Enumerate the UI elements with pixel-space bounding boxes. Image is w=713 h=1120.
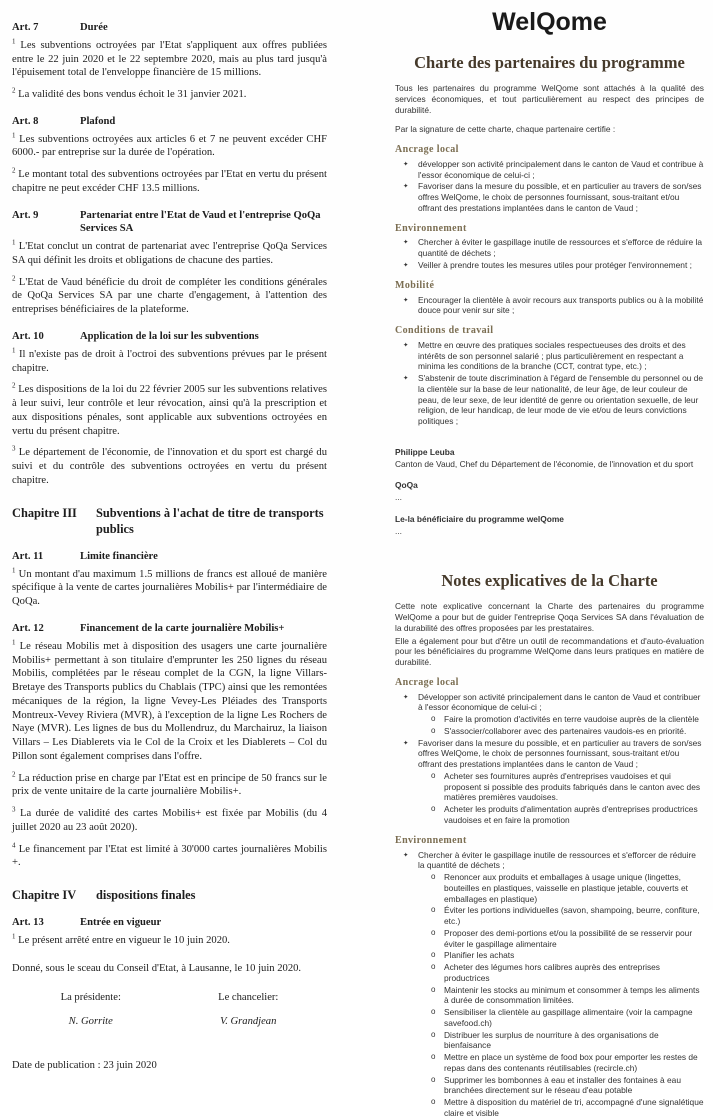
- footnote-number: 2: [12, 770, 16, 779]
- sub-bullet-icon: o: [431, 1052, 436, 1061]
- article-heading-art13: [12, 916, 327, 930]
- article-label: Art. 7: [12, 22, 39, 33]
- bullet-icon: ✦: [403, 239, 409, 247]
- sub-bullet-icon: o: [431, 984, 436, 994]
- paragraph-text: Il n'existe pas de droit à l'octroi des subventions prévues par le présent chapitre.: [12, 348, 327, 374]
- paragraph: [12, 640, 327, 764]
- section-heading-conditions-travail: Conditions de travail: [395, 325, 494, 336]
- paragraph: [12, 240, 327, 268]
- list-item: [395, 692, 704, 714]
- article-label: Art. 9: [12, 209, 39, 221]
- sub-bullet-text: Renoncer aux produits et emballages à usage unique (lingettes, bouteilles en plastiques, vaisselle en plastique jetable, couverts et emballages en plastique): [444, 872, 688, 904]
- article-title: Application de la loi sur les subventions: [80, 331, 259, 343]
- article-label: Art. 13: [12, 917, 44, 929]
- bullet-text: Chercher à éviter le gaspillage inutile de ressources et s'efforcer de réduire la quantité de déchets ;: [418, 849, 696, 871]
- sub-bullet-text: Acheter ses fournitures auprès d'entreprises vaudoises et qui proposent si possible des produits fabriqués dans le canton avec des matières premières vaudoises.: [444, 770, 701, 803]
- sub-list-item: [395, 1052, 704, 1074]
- chapter-title: dispositions finales: [96, 888, 196, 903]
- paragraph-text: Le département de l'économie, de l'innovation et du sport est chargé du suivi et du contrôle des subventions octroyées en vertu du présent chapitre.: [12, 447, 327, 486]
- sub-bullet-text: Sensibiliser la clientèle au gaspillage alimentaire (voir la campagne savefood.ch): [444, 1007, 693, 1028]
- sub-list-item: [395, 985, 704, 1007]
- article-heading-art7: [12, 21, 327, 35]
- footnote-number: 4: [12, 841, 16, 850]
- paragraph-text: L'Etat de Vaud bénéficie du droit de compléter les conditions générales de QoQa Services SA par une charte d'engagement, à l'attention des entreprises bénéficiaires de la plateforme.: [12, 276, 327, 316]
- bullet-text: Encourager la clientèle à avoir recours aux transports publics ou à la mobilité douce pour venir sur site ;: [418, 294, 704, 316]
- chapter-label: Chapitre IV: [12, 888, 77, 903]
- list-item: [395, 738, 704, 770]
- paragraph: [12, 934, 327, 948]
- charter-heading: Charte des partenaires du programme: [414, 53, 685, 72]
- sub-bullet-text: Acheter les produits d'alimentation auprès d'entreprises productrices vaudoises et en faire la promotion: [444, 804, 698, 825]
- sub-list-item: [395, 804, 704, 826]
- article-label: Art. 8: [12, 115, 39, 127]
- sub-list-item: [395, 1030, 704, 1052]
- bullet-icon: ✦: [403, 739, 409, 747]
- footnote-number: 2: [12, 86, 16, 95]
- sub-bullet-text: Faire la promotion d'activités en terre vaudoise auprès de la clientèle: [444, 714, 699, 725]
- article-title: Durée: [80, 22, 108, 33]
- article-title: Entrée en vigueur: [80, 917, 162, 929]
- article-title: Plafond: [80, 115, 116, 127]
- decree-column: [12, 8, 327, 1084]
- bullet-icon: ✦: [403, 375, 409, 383]
- bullet-text: Favoriser dans la mesure du possible, et en particulier au travers de son/ses offres WelQome, le choix de personnes fournissant, sous-traitant et/ou offrant des prestations implantées dans le canton de Vaud ;: [418, 737, 702, 770]
- sub-bullet-icon: o: [431, 770, 436, 780]
- bullet-icon: ✦: [403, 183, 409, 191]
- sub-bullet-icon: o: [431, 1074, 436, 1084]
- chancellor-signature: V. Grandjean: [220, 1016, 277, 1028]
- sub-bullet-text: Planifier les achats: [444, 950, 515, 961]
- bullet-text: Mettre en œuvre des pratiques sociales respectueuses des droits et des intérêts de son personnel salarié ; plus particulièrement en respectant a minima les conditions de la branche (CCT, contrat type, etc.) ;: [418, 339, 686, 372]
- paragraph-text: Un montant d'au maximum 1.5 millions de francs est alloué de manière spécifique à la vente de cartes journalières Mobilis+ par l'intermédiaire de QoQa.: [12, 568, 327, 608]
- sub-list-item: [395, 962, 704, 984]
- paragraph-text: Le présent arrêté entre en vigueur le 10 juin 2020.: [18, 935, 230, 947]
- paragraph: [12, 88, 327, 102]
- footnote-number: 3: [12, 444, 16, 453]
- sub-list-item: [395, 872, 704, 904]
- paragraph: [12, 133, 327, 161]
- footnote-number: 2: [12, 166, 16, 175]
- footnote-number: 1: [12, 346, 16, 355]
- list-item: [395, 295, 704, 317]
- signatory-role: ...: [395, 492, 402, 503]
- paragraph-text: La validité des bons vendus échoit le 31 janvier 2021.: [18, 89, 247, 101]
- signatory-name: Philippe Leuba: [395, 446, 455, 457]
- sub-list-item: [395, 1097, 704, 1119]
- list-item: [395, 260, 704, 271]
- article-title: Financement de la carte journalière Mobilis+: [80, 622, 285, 634]
- charter-intro: Tous les partenaires du programme WelQome sont attachés à la qualité des services économiques, et tout particulièrement au respect des principes de durabilité.: [395, 83, 704, 115]
- paragraph-text: L'Etat conclut un contrat de partenariat avec l'entreprise QoQa Services SA qui définit les droits et obligations de chacune des parties.: [12, 241, 327, 266]
- paragraph-text: Les dispositions de la loi du 22 février 2005 sur les subventions relatives à leur suivi, leur contrôle et leur révocation, ainsi qu'à la prescription et aux dispositions pénales, sont applicable aux subventions octroyées en vertu du présent chapitre.: [12, 384, 327, 437]
- article-title: Partenariat entre l'Etat de Vaud et l'entreprise QoQa Services SA: [80, 209, 321, 235]
- sub-bullet-text: Proposer des demi-portions et/ou la possibilité de se resservir pour éviter le gaspillage alimentaire: [444, 927, 693, 949]
- charter-column: [395, 4, 704, 1120]
- sub-bullet-icon: o: [431, 905, 436, 915]
- program-title: WelQome: [492, 8, 607, 36]
- paragraph-text: Le financement par l'Etat est limité à 30'000 cartes journalières Mobilis +.: [12, 843, 327, 869]
- section-heading-ancrage-local: Ancrage local: [395, 144, 459, 156]
- chapter-heading-3: [12, 505, 327, 537]
- charter-certify-line: Par la signature de cette charte, chaque partenaire certifie :: [395, 124, 616, 135]
- footnote-number: 1: [12, 932, 16, 941]
- sub-bullet-text: Acheter des légumes hors calibres auprès des entreprises productrices: [444, 962, 660, 983]
- publication-date: Date de publication : 23 juin 2020: [12, 1060, 157, 1072]
- footnote-number: 1: [12, 37, 16, 46]
- sub-bullet-icon: o: [431, 872, 436, 881]
- paragraph: [12, 446, 327, 487]
- section-heading-environnement: Environnement: [395, 222, 467, 234]
- list-item: [395, 340, 704, 372]
- article-heading-art11: [12, 550, 327, 564]
- chapter-label: Chapitre III: [12, 505, 77, 520]
- paragraph-text: Le réseau Mobilis met à disposition des usagers une carte journalière Mobilis+ permettant à son titulaire d'emprunter les 250 lignes du réseau Mobilis, complétées par le réseau complet de la CGN, la ligne Villars-Bretaye des Transports publics du Chablais (TPC) ainsi que les remontées mécaniques de la région, la ligne Vevey-Les Pléiades des Transports Montreux-Vevey Riviera (MVR), à l'exception de la ligne Les Rochers de Naye (MVR). Les lignes de bus du Mollendruz, du Marchairuz, la liaison Villars – Les Diablerets via le Col de la Croix et les Diablerets – Col du Pillon sont également comprises dans l'offre.: [12, 640, 327, 762]
- list-item: [395, 159, 704, 181]
- article-heading-art12: [12, 622, 327, 636]
- bullet-icon: ✦: [403, 341, 409, 349]
- sub-list-item: [395, 950, 704, 961]
- bullet-text: Veiller à prendre toutes les mesures utiles pour protéger l'environnement ;: [418, 259, 692, 270]
- paragraph-text: Les subventions octroyées par l'Etat s'appliquent aux offres publiées entre le 22 juin 2020 et le 22 septembre 2020, mais au plus tard jusqu'à l'épuisement total de l'enveloppe financière de 15 millions.: [12, 39, 327, 79]
- paragraph-text: La réduction prise en charge par l'Etat est en principe de 50 francs sur le prix de vente unitaire de la carte journalière Mobilis+.: [12, 772, 327, 798]
- paragraph: [12, 276, 327, 317]
- article-title: Limite financière: [80, 550, 158, 562]
- president-role: La présidente:: [60, 991, 121, 1003]
- sub-bullet-icon: o: [431, 725, 436, 735]
- sub-bullet-icon: o: [431, 804, 436, 814]
- paragraph: [12, 39, 327, 80]
- paragraph: [12, 772, 327, 800]
- signatories-block: [395, 447, 704, 537]
- section-heading-mobilite: Mobilité: [395, 279, 435, 291]
- signature-names-row: [12, 1015, 327, 1029]
- sub-bullet-icon: o: [431, 1007, 436, 1016]
- list-item: [395, 181, 704, 213]
- chapter-title: Subventions à l'achat de titre de transports publics: [96, 505, 324, 536]
- sub-bullet-icon: o: [431, 950, 436, 960]
- signatory-role: ...: [395, 525, 402, 536]
- sub-bullet-icon: o: [431, 962, 436, 971]
- paragraph: [12, 348, 327, 376]
- sub-bullet-text: Distribuer les surplus de nourriture à des organisations de bienfaisance: [444, 1029, 659, 1051]
- paragraph-text: La durée de validité des cartes Mobilis+ est fixée par Mobilis (du 4 juillet 2020 au 23 août 2020).: [12, 808, 327, 833]
- sub-bullet-text: Éviter les portions individuelles (savon, shampoing, beurre, confiture, etc.): [444, 905, 700, 926]
- article-heading-art10: [12, 330, 327, 344]
- notes-intro: Elle a également pour but d'être un outil de recommandations et d'auto-évaluation pour les bénéficiaires du programme WelQome dans leurs pratiques en matière de durabilité.: [395, 635, 704, 668]
- article-heading-art8: [12, 115, 327, 129]
- sub-bullet-text: Maintenir les stocks au minimum et consommer à temps les aliments à durée de consommation limitées.: [444, 984, 700, 1006]
- notes-section-heading-environnement: Environnement: [395, 834, 467, 846]
- sub-list-item: [395, 1075, 704, 1097]
- article-label: Art. 10: [12, 331, 44, 343]
- bullet-text: Développer son activité principalement dans le canton de Vaud et contribuer à l'essor économique de celui-ci ;: [418, 691, 701, 713]
- sub-bullet-text: Mettre à disposition du matériel de tri, accompagné d'une signalétique claire et visible: [444, 1097, 704, 1118]
- footnote-number: 2: [12, 381, 16, 390]
- article-label: Art. 11: [12, 550, 44, 562]
- paragraph: [12, 843, 327, 871]
- footnote-number: 3: [12, 805, 16, 814]
- paragraph-text: Le montant total des subventions octroyées par l'Etat en vertu du présent chapitre ne peut excéder CHF 13.5 millions.: [12, 169, 327, 194]
- list-item: [395, 373, 704, 427]
- bullet-icon: ✦: [403, 851, 409, 859]
- notes-intro: Cette note explicative concernant la Charte des partenaires du programme WelQome a pour but de guider l'entreprise Qoqa Services SA dans l'évaluation de la durabilité des offres proposées par les prestataires.: [395, 601, 704, 633]
- sub-list-item: [395, 726, 704, 737]
- paragraph: [12, 168, 327, 196]
- sub-list-item: [395, 928, 704, 950]
- bullet-icon: ✦: [403, 160, 409, 168]
- signatory-name: QoQa: [395, 480, 418, 491]
- article-label: Art. 12: [12, 622, 44, 634]
- sub-bullet-text: Supprimer les bombonnes à eau et installer des fontaines à eau branchées directement sur le réseau d'eau potable: [444, 1074, 681, 1096]
- list-item: [395, 237, 704, 259]
- paragraph: [12, 383, 327, 438]
- sub-bullet-icon: o: [431, 1029, 436, 1039]
- bullet-text: Favoriser dans la mesure du possible, et en particulier au travers de son/ses offres WelQome, le choix de personnes fournissant, sous-traitant et/ou offrant des prestations implantées dans le canton de Vaud ;: [418, 181, 702, 213]
- bullet-text: S'abstenir de toute discrimination à l'égard de l'ensemble du personnel ou de la clientèle sur la base de leur nationalité, de leur âge, de leur couleur de peau, de leur sexe, de leur identité de genre ou orientation sexuelle, de leur religion, de leur handicap, de leur mode de vie et/ou de leurs convictions politiques ;: [418, 373, 704, 427]
- footnote-number: 1: [12, 131, 16, 140]
- signatory-role: Canton de Vaud, Chef du Département de l'économie, de l'innovation et du sport: [395, 458, 694, 469]
- president-signature: N. Gorrite: [68, 1016, 113, 1028]
- sub-bullet-text: S'associer/collaborer avec des partenaires vaudois-es en priorité.: [444, 725, 687, 736]
- signatory-name: Le-la bénéficiaire du programme welQome: [395, 513, 564, 524]
- chapter-heading-4: [12, 887, 327, 903]
- sub-bullet-text: Mettre en place un système de food box pour emporter les restes de repas dans des contenants réutilisables (recircle.ch): [444, 1052, 698, 1073]
- signature-roles-row: [12, 991, 327, 1005]
- paragraph-text: Les subventions octroyées aux articles 6 et 7 ne peuvent excéder CHF 6000.- par entreprise sur la durée de l'opération.: [12, 133, 327, 159]
- notes-heading: Notes explicatives de la Charte: [441, 571, 658, 591]
- closing-formula: Donné, sous le sceau du Conseil d'Etat, à Lausanne, le 10 juin 2020.: [12, 962, 302, 974]
- article-heading-art9: [12, 209, 327, 237]
- bullet-icon: ✦: [403, 693, 409, 701]
- sub-list-item: [395, 1007, 704, 1029]
- bullet-icon: ✦: [403, 296, 409, 304]
- list-item: [395, 850, 704, 872]
- paragraph: [12, 807, 327, 835]
- sub-list-item: [395, 714, 704, 725]
- sub-bullet-icon: o: [431, 927, 436, 937]
- notes-section-heading-ancrage-local: Ancrage local: [395, 676, 459, 688]
- footnote-number: 1: [12, 238, 16, 247]
- bullet-text: Chercher à éviter le gaspillage inutile de ressources et s'efforce de réduire la quantité de déchets ;: [418, 237, 703, 259]
- footnote-number: 1: [12, 566, 16, 575]
- sub-bullet-icon: o: [431, 1097, 436, 1106]
- bullet-text: développer son activité principalement dans le canton de Vaud et contribue à l'essor économique de celui-ci ;: [418, 158, 704, 180]
- sub-list-item: [395, 905, 704, 927]
- footnote-number: 2: [12, 274, 16, 283]
- bullet-icon: ✦: [403, 261, 409, 269]
- chancellor-role: Le chancelier:: [218, 991, 279, 1003]
- sub-list-item: [395, 771, 704, 803]
- footnote-number: 1: [12, 638, 16, 647]
- paragraph: [12, 568, 327, 609]
- sub-bullet-icon: o: [431, 714, 436, 724]
